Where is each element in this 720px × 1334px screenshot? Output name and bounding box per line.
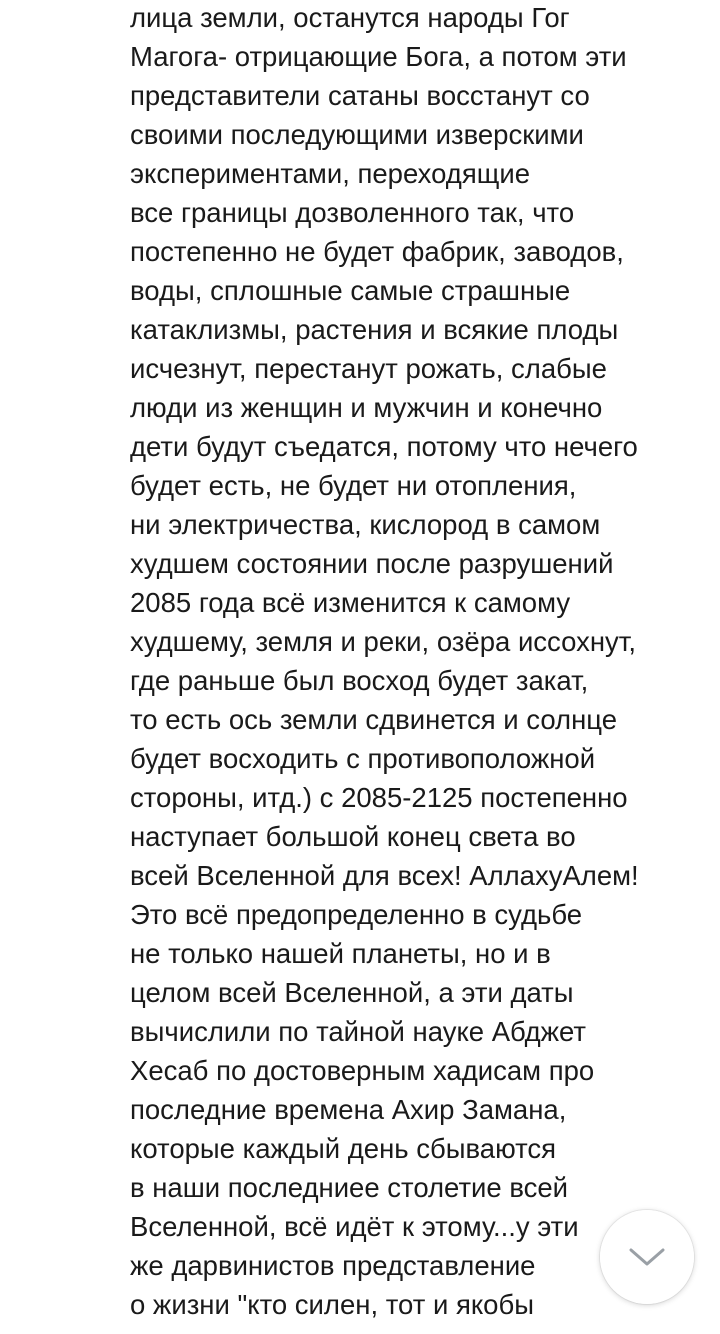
text-line: исчезнут, перестанут рожать, слабые [130, 353, 607, 384]
text-line: воды, сплошные самые страшные [130, 275, 571, 306]
text-line: худшему, земля и реки, озёра иссохнут, [130, 626, 636, 657]
text-line: Хесаб по достоверным хадисам про [130, 1055, 595, 1086]
text-line: в наши последниее столетие всей [130, 1172, 569, 1203]
text-line: представители сатаны восстанут со [130, 80, 590, 111]
text-line: все границы дозволенного так, что [130, 197, 575, 228]
text-line: экспериментами, переходящие [130, 158, 530, 189]
text-line: Вселенной, всё идёт к этому...у эти [130, 1211, 579, 1242]
chevron-down-icon [627, 1245, 667, 1269]
text-line: люди из женщин и мужчин и конечно [130, 392, 603, 423]
text-line: наступает большой конец света во [130, 821, 576, 852]
text-line: худшем состоянии после разрушений [130, 548, 614, 579]
text-line: где раньше был восход будет закат, [130, 665, 589, 696]
text-line: катаклизмы, растения и всякие плоды [130, 314, 619, 345]
text-line: всей Вселенной для всех! АллахуАлем! [130, 860, 639, 891]
text-line: будет восходить с противоположной [130, 743, 596, 774]
text-line: не только нашей планеты, но и в [130, 938, 551, 969]
text-line: целом всей Вселенной, а эти даты [130, 977, 574, 1008]
text-line: то есть ось земли сдвинется и солнце [130, 704, 618, 735]
message-text [130, 0, 710, 1324]
text-line: последние времена Ахир Замана, [130, 1094, 567, 1125]
text-line: которые каждый день сбываются [130, 1133, 557, 1164]
text-line: 2085 года всё изменится к самому [130, 587, 571, 618]
text-line: дети будут съедатся, потому что нечего [130, 431, 638, 462]
text-line: о жизни "кто силен, тот и якобы [130, 1289, 534, 1320]
text-line: вычислили по тайной науке Абджет [130, 1016, 586, 1047]
text-line: будет есть, не будет ни отопления, [130, 470, 577, 501]
scroll-down-button[interactable] [600, 1210, 694, 1304]
text-line: постепенно не будет фабрик, заводов, [130, 236, 624, 267]
text-line: своими последующими изверскими [130, 119, 584, 150]
text-line: стороны, итд.) с 2085-2125 постепенно [130, 782, 628, 813]
text-line: лица земли, останутся народы Гог [130, 2, 570, 33]
text-line: ни электричества, кислород в самом [130, 509, 601, 540]
text-line: Магога- отрицающие Бога, а потом эти [130, 41, 627, 72]
text-line: Это всё предопределенно в судьбе [130, 899, 583, 930]
text-line: же дарвинистов представление [130, 1250, 536, 1281]
